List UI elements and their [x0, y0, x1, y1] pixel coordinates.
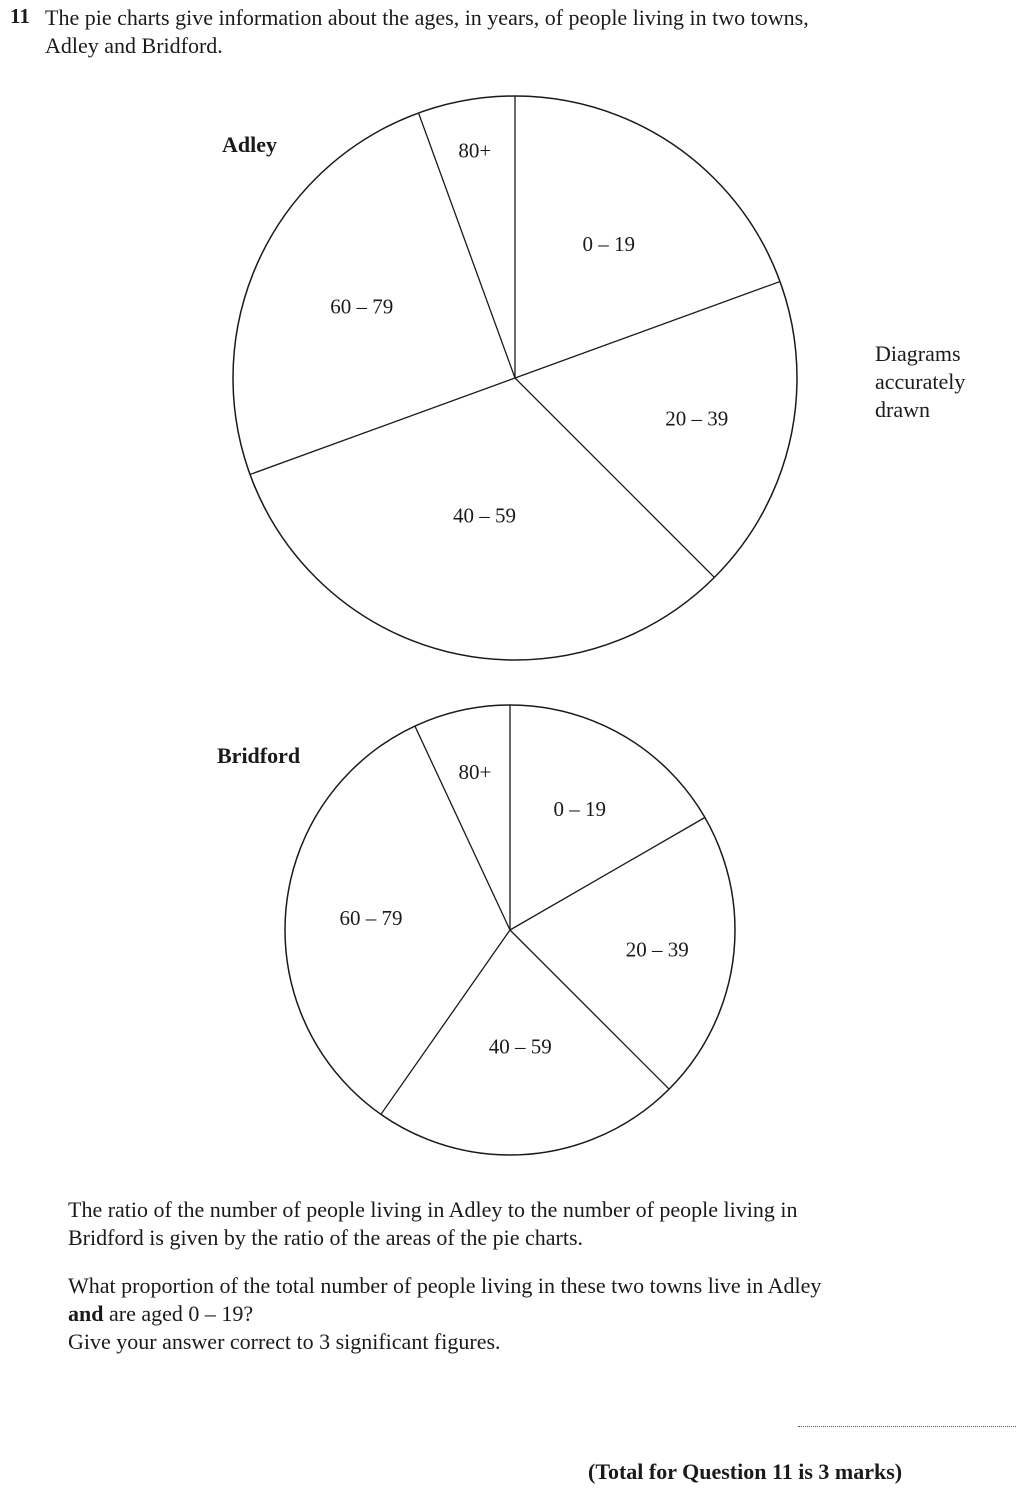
- bridford-slice-label-60-79: 60 – 79: [339, 905, 403, 930]
- bridford-slice-label-80: 80+: [458, 759, 492, 784]
- intro-line-2: Adley and Bridford.: [45, 33, 223, 58]
- bridford-pie-chart: [217, 705, 735, 1155]
- bridford-slice-label-20-39: 20 – 39: [625, 937, 689, 962]
- prompt-bold-and: and: [68, 1301, 104, 1326]
- adley-slice-label-60-79: 60 – 79: [330, 294, 394, 319]
- adley-slice-label-80: 80+: [458, 138, 492, 163]
- adley-slice-label-40-59: 40 – 59: [453, 503, 516, 528]
- adley-slice-label-0-19: 0 – 19: [582, 232, 636, 256]
- prompt-line-1: What proportion of the total number of people living in these two towns live in Adley: [68, 1273, 822, 1298]
- bridford-chart-title: Bridford: [217, 743, 301, 768]
- adley-chart-title: Adley: [222, 132, 277, 157]
- diagrams-note-line-1: Diagrams: [875, 341, 961, 366]
- bridford-slice-0-19: [510, 705, 705, 930]
- ratio-paragraph: [68, 1196, 928, 1252]
- ratio-line-2: Bridford is given by the ratio of the areas of the pie charts.: [68, 1225, 584, 1250]
- total-marks: (Total for Question 11 is 3 marks): [588, 1459, 903, 1484]
- adley-pie-chart: [222, 96, 797, 660]
- diagrams-note-line-2: accurately: [875, 369, 966, 394]
- question-number: 11: [10, 4, 30, 28]
- prompt-line-2-rest: are aged 0 – 19?: [103, 1301, 254, 1326]
- adley-slice-20-39: [515, 282, 797, 578]
- ratio-line-1: The ratio of the number of people living in Adley to the number of people living in: [68, 1197, 798, 1222]
- adley-slice-label-20-39: 20 – 39: [665, 406, 729, 431]
- bridford-slice-80: [415, 705, 510, 930]
- adley-slice-0-19: [515, 96, 780, 378]
- adley-slice-boundary-60-79: [250, 378, 515, 474]
- intro-line-1: The pie charts give information about the ages, in years, of people living in two towns,: [45, 5, 809, 30]
- bridford-slice-label-0-19: 0 – 19: [553, 797, 607, 822]
- bridford-slice-boundary-60-79: [381, 930, 510, 1114]
- prompt-line-2: [68, 1300, 928, 1328]
- question-prompt: [68, 1272, 928, 1356]
- bridford-slice-boundary-20-39: [510, 818, 705, 931]
- prompt-line-3: Give your answer correct to 3 significant figures.: [68, 1329, 501, 1354]
- diagrams-note-line-3: drawn: [875, 397, 930, 422]
- diagrams-note: [875, 340, 965, 424]
- adley-slice-boundary-20-39: [515, 282, 780, 378]
- bridford-slice-boundary-80: [415, 726, 510, 930]
- bridford-slice-label-40-59: 40 – 59: [488, 1034, 552, 1059]
- answer-line[interactable]: [798, 1426, 1016, 1427]
